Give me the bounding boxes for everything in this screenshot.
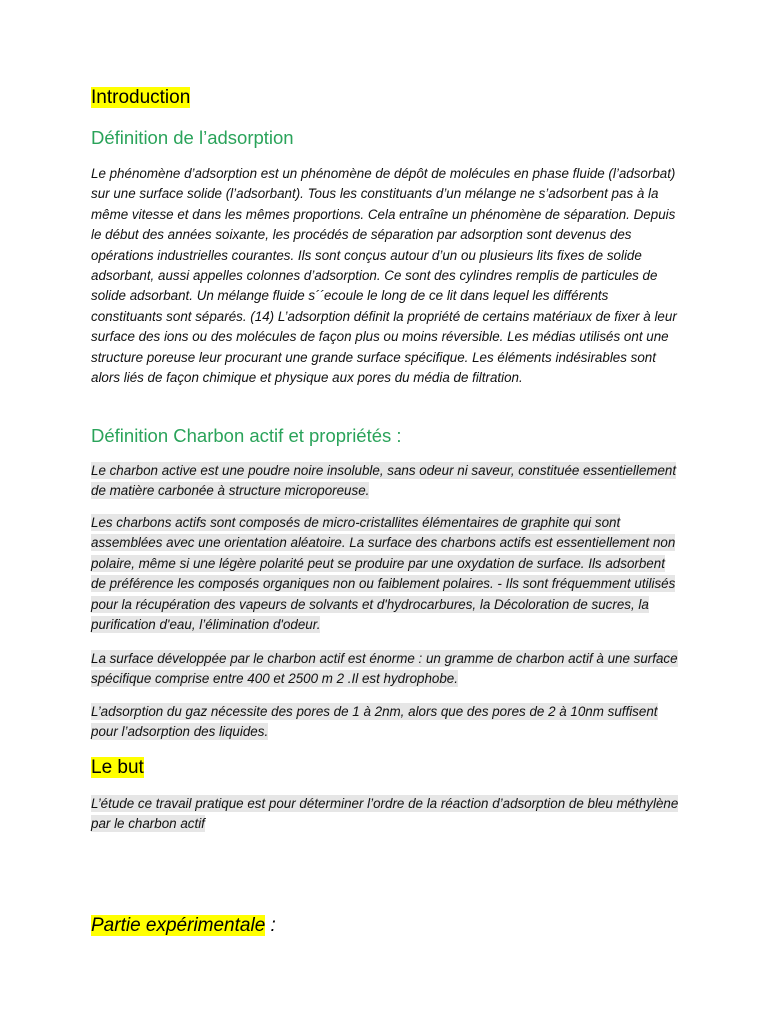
but-paragraph-text: L’étude ce travail pratique est pour déterminer l’ordre de la réaction d’adsorption de bleu méthylène par le charbon actif — [91, 796, 679, 832]
but-heading — [91, 756, 144, 780]
charbon-paragraph-1 — [91, 461, 681, 502]
intro-heading-text: Introduction — [91, 87, 191, 108]
partie-experimentale-heading — [91, 914, 276, 938]
charbon-paragraph-2 — [91, 513, 681, 635]
definition-adsorption-paragraph: Le phénomène d’adsorption est un phénomène de dépôt de molécules en phase fluide (l’adsorbat) sur une surface solide (l’adsorbant). Tous les constituants d’un mélange ne s’adsorbent pas à la même vitesse et dans les mêmes proportions. Cela entraîne un phénomène de séparation. Depuis le début des années soixante, les procédés de séparation par adsorption sont devenus des opérations industrielles courantes. Ils sont conçus autour d’un ou plusieurs lits fixes de solide adsorbant, aussi appelles colonnes d’adsorption. Ce sont des cylindres remplis de particules de solide adsorbant. Un mélange fluide s´´ecoule le long de ce lit dans lequel les différents constituants sont séparés. (14) L’adsorption définit la propriété de certains matériaux de fixer à leur surface des ions ou des molécules de façon plus ou moins réversible. Les médias utilisés ont une structure poreuse leur procurant une grande surface spécifique. Les éléments indésirables sont alors liés de façon chimique et physique aux pores du média de filtration. — [91, 166, 677, 386]
partie-experimentale-suffix: : — [265, 915, 276, 936]
charbon-paragraph-3 — [91, 649, 681, 690]
charbon-paragraph-2-text: Les charbons actifs sont composés de micro-cristallites élémentaires de graphite qui sont assemblées avec une orientation aléatoire. La surface des charbons actifs est essentiellement non polaire, même si une légère polarité peut se produire par une oxydation de surface. Ils adsorbent de préférence les composés organiques non ou faiblement polaires. - Ils sont fréquemment utilisés pour la récupération des vapeurs de solvants et d'hydrocarbures, la Décoloration de sucres, la purification d'eau, l’élimination d'odeur. — [91, 515, 676, 633]
charbon-paragraph-4 — [91, 702, 681, 743]
definition-charbon-heading: Définition Charbon actif et propriétés : — [91, 425, 402, 446]
charbon-paragraph-1-text: Le charbon active est une poudre noire insoluble, sans odeur ni saveur, constituée essentiellement de matière carbonée à structure microporeuse. — [91, 463, 677, 499]
charbon-paragraph-4-text: L’adsorption du gaz nécessite des pores de 1 à 2nm, alors que des pores de 2 à 10nm suffisent pour l’adsorption des liquides. — [91, 704, 658, 740]
partie-experimentale-heading-text: Partie expérimentale — [91, 915, 266, 936]
charbon-paragraph-3-text: La surface développée par le charbon actif est énorme : un gramme de charbon actif à une surface spécifique comprise entre 400 et 2500 m 2 .Il est hydrophobe. — [91, 651, 678, 687]
but-heading-text: Le but — [91, 757, 144, 778]
definition-adsorption-heading: Définition de l’adsorption — [91, 127, 294, 148]
but-paragraph — [91, 794, 681, 835]
intro-heading — [91, 86, 190, 110]
